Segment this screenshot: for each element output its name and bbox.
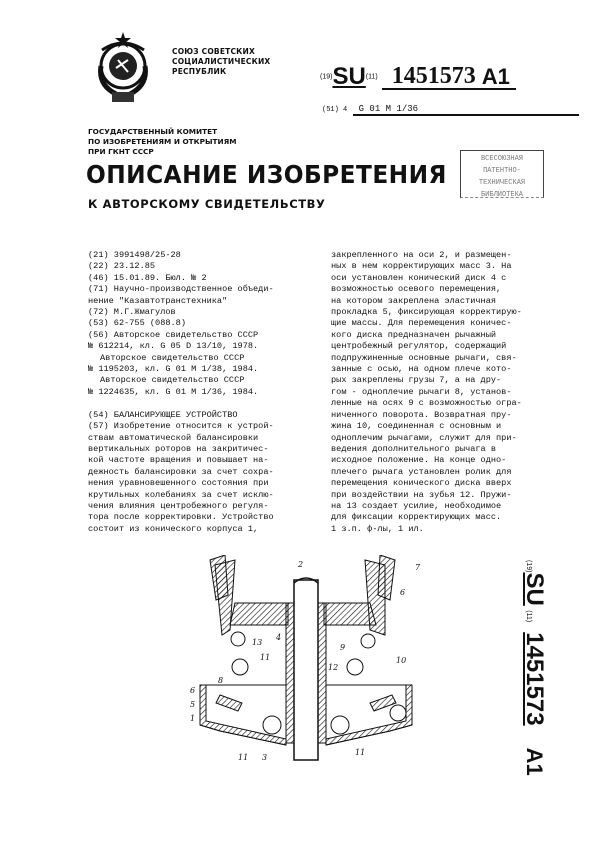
figure-label: 13 [252, 638, 263, 647]
publication-number [320, 63, 510, 91]
abstract-line: подпружиненные основные рычаги, свя- [331, 352, 517, 363]
figure-label: 7 [415, 563, 421, 572]
abstract-line: жина 10, соединенная с основным и [331, 421, 502, 432]
abstract-line: при воздействии на зубья 12. Пружи- [331, 489, 512, 500]
abstract-line: ниченного поворота. Возвратная пру- [331, 409, 512, 420]
right-weight [378, 555, 395, 600]
biblio-line: (57) Изобретение относится к устрой- [88, 421, 274, 432]
correcting-mass [263, 716, 281, 734]
number-code-label: (11) [365, 73, 378, 81]
abstract-line: возможностью осевого перемещения, [331, 284, 502, 295]
figure-label: 11 [355, 748, 366, 757]
abstract-column [331, 250, 522, 535]
bibliographic-column [88, 250, 274, 535]
device-cross-section-figure [190, 555, 430, 775]
biblio-line: № 1195203, кл. G 01 M 1/38, 1984. [88, 364, 259, 375]
side-kind-code: A1 [522, 747, 547, 776]
biblio-line: Авторское свидетельство СССР [100, 352, 245, 363]
biblio-line: ствам автоматической балансировки [88, 432, 259, 443]
figure-label: 3 [262, 753, 268, 762]
country-name-line: СОЦИАЛИСТИЧЕСКИХ [172, 57, 271, 66]
figure-label: 4 [276, 633, 282, 642]
kind-code: A1 [481, 64, 510, 89]
shaft [294, 580, 318, 760]
figure-label: 11 [238, 753, 249, 762]
figure-label: 1 [190, 714, 196, 723]
biblio-line: № 1224635, кл. G 01 M 1/36, 1984. [88, 386, 259, 397]
figure-label: 12 [328, 663, 339, 672]
roller [232, 659, 248, 675]
abstract-line: одноплечим рычагами, служит для при- [331, 432, 517, 443]
abstract-line: кого диска предназначен рычажный [331, 329, 497, 340]
biblio-line: (71) Научно-производственное объеди- [88, 284, 274, 295]
ipc-value: G 01 M 1/36 [353, 104, 579, 116]
roller [231, 632, 245, 646]
left-weight [210, 555, 228, 600]
abstract-line: закрепленного на оси 2, и размещен- [331, 250, 512, 260]
abstract-line: на котором закреплена эластичная [331, 295, 497, 306]
ipc-label: (51) 4 [322, 106, 348, 114]
biblio-line: нения уравновешенного состояния при [88, 478, 269, 489]
figure-label: 9 [340, 643, 346, 652]
abstract-line: рых закреплены грузы 7, а на дру- [331, 375, 502, 386]
correcting-mass [390, 705, 406, 721]
abstract-line: оси установлен конический диск 4 с [331, 272, 507, 283]
biblio-line: вертикальных роторов на закритичес- [88, 443, 269, 454]
biblio-line: тора после корректировки. Устройство [88, 512, 274, 523]
ipc-classification [322, 104, 579, 116]
biblio-line: (53) 62-755 (088.8) [88, 318, 186, 329]
roller [347, 659, 363, 675]
committee-line: ПО ИЗОБРЕТЕНИЯМ И ОТКРЫТИЯМ [88, 137, 237, 146]
abstract-line: ведения дополнительного рычага в [331, 443, 497, 454]
biblio-line: (56) Авторское свидетельство СССР [88, 329, 259, 340]
biblio-line: крутильных колебаниях за счет исклю- [88, 489, 274, 500]
country-name [172, 47, 270, 77]
biblio-line: кой частоте вращения и повышает на- [88, 455, 269, 466]
abstract-line: прокладка 5, фиксирующая корректирую- [331, 307, 522, 318]
side-publication-number [520, 560, 548, 776]
biblio-line: (21) 3991498/25-28 [88, 250, 181, 260]
abstract-line: плечего рычага установлен ролик для [331, 466, 512, 477]
figure-label: 6 [190, 686, 196, 695]
correcting-mass [331, 716, 349, 734]
abstract-line: для фиксации корректирующих масс. [331, 512, 502, 523]
figure-label: 5 [190, 700, 196, 709]
biblio-line: (46) 15.01.89. Бюл. № 2 [88, 272, 207, 283]
country-code: SU [332, 63, 366, 90]
patent-number: 1451573 [382, 64, 516, 90]
abstract-line: исходное положение. На конце одно- [331, 455, 507, 466]
figure-label: 10 [396, 656, 407, 665]
country-name-line: СОЮЗ СОВЕТСКИХ [172, 47, 255, 56]
stamp-line: БИБЛИОТЕКА [480, 191, 523, 199]
figure-label: 11 [260, 653, 271, 662]
abstract-line: на 13 создает усилие, необходимое [331, 500, 502, 511]
abstract-line: перемещения конического диска вверх [331, 478, 512, 489]
library-stamp [460, 150, 544, 198]
country-code-label: (19) [320, 73, 333, 81]
right-hub [324, 603, 376, 625]
left-hub [230, 603, 288, 625]
stamp-line: ПАТЕНТНО-ТЕХНИЧЕСКАЯ [478, 167, 526, 187]
side-country-code-label: (19) [525, 560, 532, 573]
biblio-line: № 612214, кл. G 05 D 13/10, 1978. [88, 341, 259, 352]
side-number-code-label: (11) [525, 610, 532, 623]
abstract-line: занные с осью, на одном плече кото- [331, 364, 512, 375]
country-name-line: РЕСПУБЛИК [172, 67, 227, 76]
abstract-line: гом - одноплечие рычаги 8, установ- [331, 386, 512, 397]
document-title: ОПИСАНИЕ ИЗОБРЕТЕНИЯ [86, 160, 447, 189]
document-subtitle: К АВТОРСКОМУ СВИДЕТЕЛЬСТВУ [88, 197, 326, 211]
biblio-line: (22) 23.12.85 [88, 261, 156, 272]
committee-line: ГОСУДАРСТВЕННЫЙ КОМИТЕТ [88, 127, 218, 136]
biblio-line: Авторское свидетельство СССР [100, 375, 245, 386]
figure-label: 8 [218, 676, 224, 685]
abstract-line: 1 з.п. ф-лы, 1 ил. [331, 523, 424, 534]
biblio-line: (72) М.Г.Жмагулов [88, 307, 176, 318]
side-country-code: SU [521, 572, 548, 606]
biblio-line: (54) БАЛАНСИРУЮЩЕЕ УСТРОЙСТВО [88, 409, 238, 420]
ussr-coat-of-arms-icon [88, 30, 158, 105]
abstract-line: ленные на осях 9 с возможностью огра- [331, 398, 522, 409]
biblio-line: чения влияния центробежного регуля- [88, 500, 269, 511]
elastic-pad [216, 695, 242, 711]
roller [361, 634, 375, 648]
side-patent-number: 1451573 [521, 632, 548, 726]
elastic-pad [370, 695, 396, 711]
abstract-line: ных в нем корректирующих масс 3. На [331, 261, 512, 272]
committee-name [88, 127, 237, 157]
stamp-line: ВСЕСОЮЗНАЯ [480, 155, 523, 163]
figure-label: 6 [400, 588, 406, 597]
biblio-line [88, 398, 274, 409]
committee-line: ПРИ ГКНТ СССР [88, 147, 154, 156]
biblio-line: нение "Казавтотранстехника" [88, 295, 228, 306]
abstract-line: центробежный регулятор, содержащий [331, 341, 507, 352]
biblio-line: состоит из конического корпуса 1, [88, 523, 259, 534]
abstract-line: щие массы. Для перемещения коничес- [331, 318, 512, 329]
figure-label: 2 [298, 560, 304, 569]
biblio-line: дежность балансировки за счет сохра- [88, 466, 274, 477]
